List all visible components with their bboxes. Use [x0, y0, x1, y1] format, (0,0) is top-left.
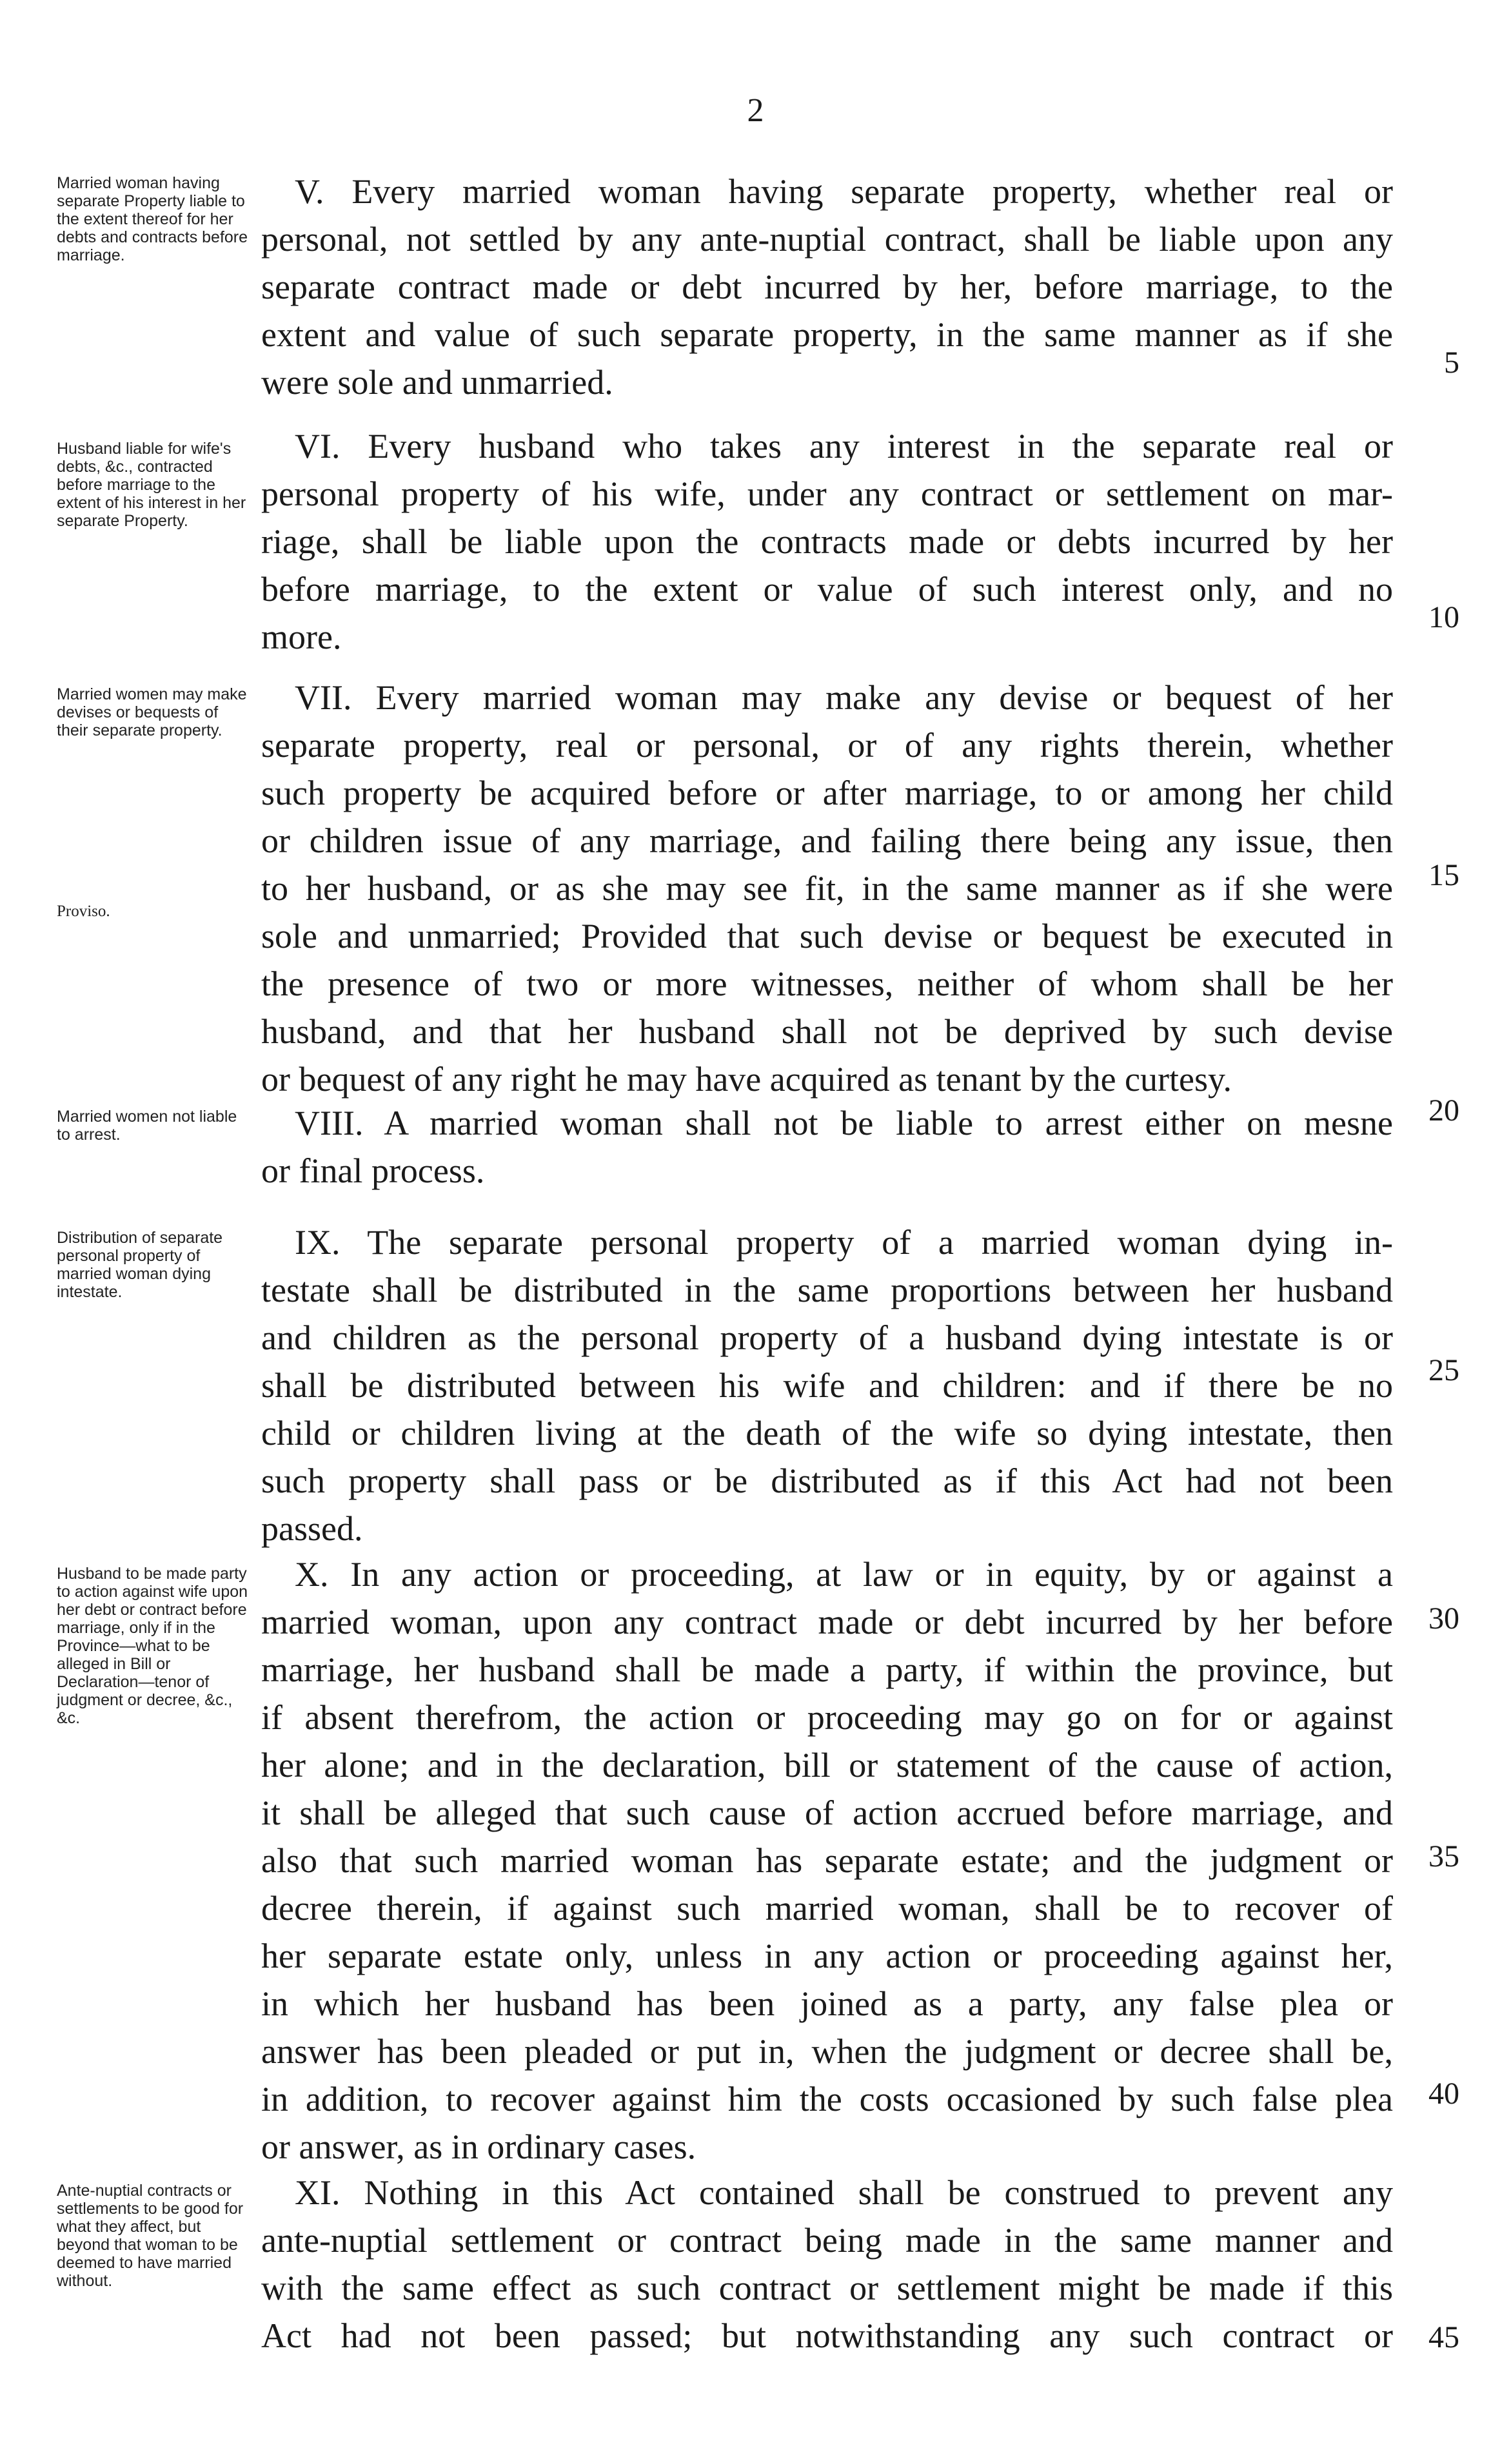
text-line: personal property of his wife, under any contract or settlement on mar-	[261, 474, 1393, 513]
text-line: testate shall be distributed in the same proportions between her husband	[261, 1271, 1393, 1309]
margin-note-xi: Ante-nuptial contracts or settlements to be good for what they affect, but beyond that woman to be deemed to have married without.	[57, 2182, 244, 2290]
section-v-text	[261, 168, 1393, 406]
page-number: 2	[747, 92, 764, 129]
text-line: or children issue of any marriage, and failing there being any issue, then	[261, 821, 1393, 860]
text-line: married woman, upon any contract made or debt incurred by her before	[261, 1603, 1393, 1641]
text-line: were sole and unmarried.	[261, 363, 613, 402]
text-line: VI. Every husband who takes any interest in the separate real or	[295, 427, 1393, 465]
text-line: in addition, to recover against him the costs occasioned by such false plea	[261, 2080, 1393, 2118]
margin-note-x: Husband to be made party to action against wife upon her debt or contract before marriage, only if in the Province—what to be alleged in Bill or Declaration—tenor of judgment or decree, &c., &c.	[57, 1565, 248, 1727]
margin-note-viii: Married women not liable to arrest.	[57, 1108, 237, 1144]
text-line: to her husband, or as she may see fit, in the same manner as if she were	[261, 869, 1393, 908]
text-line: separate property, real or personal, or of any rights therein, whether	[261, 726, 1393, 765]
text-line: separate contract made or debt incurred by her, before marriage, to the	[261, 268, 1393, 306]
text-line: or bequest of any right he may have acquired as tenant by the curtesy.	[261, 1060, 1232, 1099]
text-line: personal, not settled by any ante-nuptial contract, shall be liable upon any	[261, 220, 1393, 259]
text-line: extent and value of such separate property, in the same manner as if she	[261, 315, 1393, 354]
text-line: riage, shall be liable upon the contracts made or debts incurred by her	[261, 522, 1393, 561]
line-number: 25	[1428, 1353, 1459, 1387]
margin-note-vi: Husband liable for wife's debts, &c., contracted before marriage to the extent of his interest in her separate Property.	[57, 440, 246, 530]
section-xi-text	[261, 2169, 1393, 2360]
line-number: 5	[1444, 346, 1459, 380]
text-line: her separate estate only, unless in any action or proceeding against her,	[261, 1937, 1393, 1975]
text-line: child or children living at the death of the wife so dying intestate, then	[261, 1414, 1393, 1452]
text-line: X. In any action or proceeding, at law or in equity, by or against a	[295, 1555, 1393, 1594]
text-line: her alone; and in the declaration, bill or statement of the cause of action,	[261, 1746, 1393, 1784]
text-line: passed.	[261, 1509, 363, 1548]
text-line: more.	[261, 618, 342, 656]
text-line: XI. Nothing in this Act contained shall be construed to prevent any	[295, 2173, 1393, 2212]
section-viii-text	[261, 1099, 1393, 1195]
section-ix-text	[261, 1218, 1393, 1552]
text-line: and children as the personal property of a husband dying intestate is or	[261, 1318, 1393, 1357]
line-number: 10	[1428, 600, 1459, 634]
text-line: such property be acquired before or after marriage, to or among her child	[261, 774, 1393, 812]
section-x-text	[261, 1550, 1393, 2171]
text-line: decree therein, if against such married woman, shall be to recover of	[261, 1889, 1393, 1928]
text-line: or answer, as in ordinary cases.	[261, 2127, 696, 2166]
line-number: 15	[1428, 858, 1459, 892]
text-line: sole and unmarried; Provided that such devise or bequest be executed in	[261, 917, 1393, 955]
text-line: or final process.	[261, 1151, 485, 1190]
text-line: VII. Every married woman may make any devise or bequest of her	[295, 678, 1393, 717]
margin-note-proviso: Proviso.	[57, 903, 110, 920]
text-line: shall be distributed between his wife and children: and if there be no	[261, 1366, 1393, 1405]
margin-note-vii: Married women may make devises or bequests of their separate property.	[57, 685, 247, 739]
text-line: Act had not been passed; but notwithstanding any such contract or	[261, 2316, 1393, 2355]
text-line: the presence of two or more witnesses, neither of whom shall be her	[261, 964, 1393, 1003]
line-number: 40	[1428, 2077, 1459, 2111]
text-line: IX. The separate personal property of a married woman dying in-	[295, 1223, 1393, 1262]
text-line: answer has been pleaded or put in, when the judgment or decree shall be,	[261, 2032, 1393, 2071]
text-line: if absent therefrom, the action or proceeding may go on for or against	[261, 1698, 1393, 1737]
line-number: 45	[1428, 2320, 1459, 2354]
text-line: it shall be alleged that such cause of action accrued before marriage, and	[261, 1794, 1393, 1832]
text-line: V. Every married woman having separate property, whether real or	[295, 172, 1393, 211]
line-number: 35	[1428, 1839, 1459, 1873]
section-vii-text	[261, 674, 1393, 1103]
text-line: also that such married woman has separate estate; and the judgment or	[261, 1841, 1393, 1880]
margin-note-ix: Distribution of separate personal property of married woman dying intestate.	[57, 1229, 223, 1301]
text-line: ante-nuptial settlement or contract being made in the same manner and	[261, 2221, 1393, 2260]
text-line: before marriage, to the extent or value of such interest only, and no	[261, 570, 1393, 609]
text-line: with the same effect as such contract or settlement might be made if this	[261, 2269, 1393, 2307]
margin-note-v: Married woman having separate Property liable to the extent thereof for her debts and contracts before marriage.	[57, 174, 248, 264]
text-line: VIII. A married woman shall not be liable to arrest either on mesne	[295, 1104, 1393, 1142]
text-line: such property shall pass or be distributed as if this Act had not been	[261, 1462, 1393, 1500]
text-line: husband, and that her husband shall not be deprived by such devise	[261, 1012, 1393, 1051]
line-number: 30	[1428, 1601, 1459, 1636]
line-number: 20	[1428, 1093, 1459, 1128]
text-line: marriage, her husband shall be made a party, if within the province, but	[261, 1650, 1393, 1689]
text-line: in which her husband has been joined as a party, any false plea or	[261, 1984, 1393, 2023]
section-vi-text	[261, 422, 1393, 661]
